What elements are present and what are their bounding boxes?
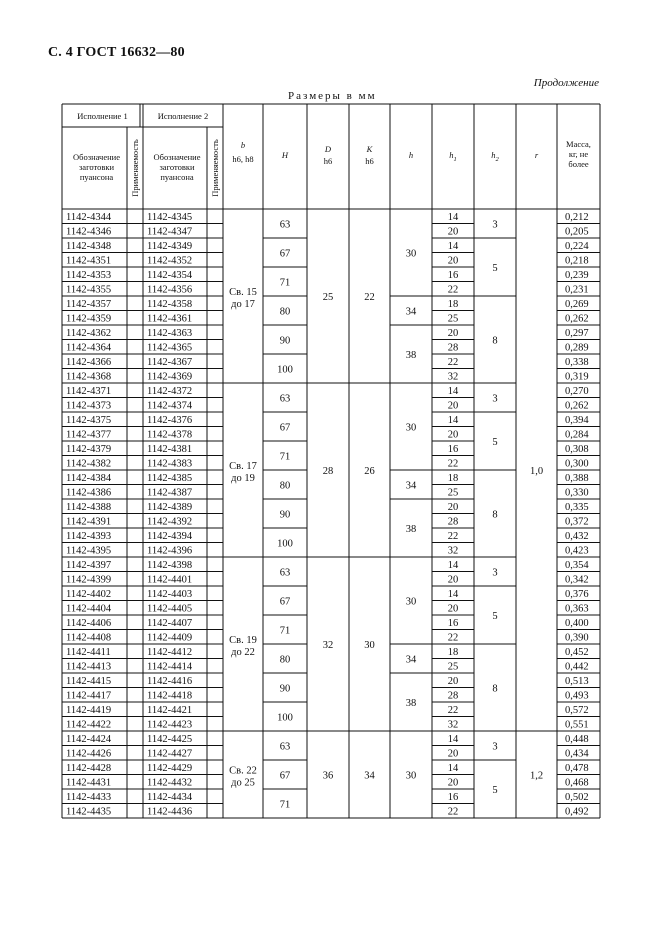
- header-h1: $h_1$: [449, 150, 457, 163]
- table-cell-mass: 0,390: [565, 632, 589, 644]
- table-cell-h: 38: [405, 524, 417, 535]
- table-cell-mass: 0,468: [565, 777, 589, 789]
- table-cell-h1: 20: [447, 255, 459, 267]
- table-cell-designation-1: 1142-4386: [66, 487, 112, 499]
- table-cell-designation-2: 1142-4378: [147, 429, 193, 441]
- table-cell-h1: 20: [447, 603, 459, 615]
- table-cell-h1: 20: [447, 502, 459, 513]
- table-cell-h1: 16: [447, 444, 459, 455]
- table-cell-b: Св. 22: [229, 765, 257, 777]
- table-cell-h1: 20: [447, 328, 459, 339]
- table-cell-h1: 14: [447, 734, 459, 745]
- table-cell-H: 80: [279, 654, 291, 666]
- table-cell-h1: 18: [447, 473, 459, 484]
- table-cell-D: 25: [322, 292, 334, 303]
- header-execution-2: Исполнение 2: [157, 111, 209, 121]
- table-cell-designation-1: 1142-4411: [66, 647, 111, 658]
- table-cell-K: 34: [364, 770, 375, 782]
- table-cell-h1: 22: [447, 284, 459, 296]
- table-cell-H: 67: [279, 770, 291, 782]
- table-cell-b: Св. 15: [229, 287, 257, 298]
- table-cell-h: 34: [405, 480, 417, 492]
- table-cell-mass: 0,551: [565, 719, 589, 731]
- table-cell-h1: 25: [447, 661, 459, 673]
- table-cell-designation-1: 1142-4399: [66, 574, 112, 586]
- table-cell-mass: 0,478: [565, 763, 589, 774]
- header-designation-2: пуансона: [160, 172, 194, 182]
- table-cell-designation-1: 1142-4368: [66, 371, 112, 383]
- table-cell-mass: 0,492: [565, 806, 589, 818]
- table-cell-h1: 25: [447, 313, 459, 325]
- table-cell-h: 38: [405, 698, 417, 709]
- table-cell-h1: 20: [447, 429, 459, 441]
- table-cell-designation-1: 1142-4373: [66, 400, 112, 412]
- table-cell-designation-2: 1142-4405: [147, 603, 193, 615]
- table-cell-H: 90: [279, 683, 291, 695]
- table-cell-h2: 5: [492, 263, 498, 274]
- table-cell-designation-2: 1142-4361: [147, 313, 193, 325]
- table-cell-H: 71: [279, 799, 291, 811]
- table-cell-r: 1,0: [529, 466, 544, 477]
- table-cell-D: 32: [322, 640, 334, 651]
- table-cell-mass: 0,284: [565, 429, 589, 441]
- table-cell-D: 28: [322, 466, 334, 477]
- table-cell-designation-2: 1142-4407: [147, 618, 193, 629]
- header-applicability-2: Применяемость: [210, 139, 220, 197]
- table-cell-h1: 22: [447, 806, 459, 818]
- header-H: H: [281, 150, 289, 160]
- table-cell-designation-2: 1142-4358: [147, 299, 193, 310]
- table-cell-mass: 0,205: [565, 226, 589, 238]
- dimensions-caption: Размеры в мм: [288, 90, 377, 102]
- table-cell-h1: 20: [447, 226, 459, 238]
- table-cell-designation-2: 1142-4403: [147, 589, 193, 600]
- table-cell-mass: 0,363: [565, 603, 589, 615]
- table-cell-mass: 0,262: [565, 313, 589, 325]
- table-cell-designation-1: 1142-4379: [66, 444, 112, 455]
- table-cell-H: 71: [279, 625, 291, 637]
- table-cell-H: 80: [279, 306, 291, 318]
- table-cell-designation-2: 1142-4429: [147, 763, 193, 774]
- table-cell-mass: 0,423: [565, 545, 589, 557]
- table-cell-mass: 0,231: [565, 284, 589, 296]
- header-designation-1: пуансона: [79, 172, 114, 182]
- table-cell-H: 71: [279, 277, 291, 289]
- table-cell-mass: 0,218: [565, 255, 589, 267]
- table-cell-H: 100: [277, 364, 293, 376]
- table-cell-mass: 0,262: [565, 400, 589, 412]
- table-cell-mass: 0,372: [565, 516, 589, 528]
- table-cell-H: 80: [279, 480, 291, 492]
- table-cell-designation-1: 1142-4357: [66, 299, 112, 310]
- table-cell-designation-2: 1142-4387: [147, 487, 193, 499]
- table-cell-H: 90: [279, 509, 291, 521]
- table-cell-designation-1: 1142-4415: [66, 676, 112, 687]
- table-cell-h2: 5: [492, 785, 498, 796]
- table-cell-H: 63: [279, 741, 291, 753]
- header-designation-2: заготовки: [159, 162, 195, 172]
- table-cell-mass: 0,442: [565, 661, 589, 673]
- header-mass: более: [568, 159, 589, 169]
- table-cell-designation-1: 1142-4388: [66, 502, 112, 513]
- table-cell-mass: 0,297: [565, 328, 589, 339]
- table-cell-designation-2: 1142-4412: [147, 647, 193, 658]
- table-cell-designation-2: 1142-4418: [147, 690, 193, 702]
- table-cell-designation-1: 1142-4353: [66, 270, 112, 281]
- table-cell-mass: 0,376: [565, 589, 589, 600]
- table-cell-b: Св. 19: [229, 635, 257, 646]
- table-cell-designation-2: 1142-4356: [147, 284, 193, 296]
- table-cell-designation-1: 1142-4375: [66, 415, 112, 426]
- table-cell-designation-1: 1142-4346: [66, 226, 112, 238]
- table-cell-designation-1: 1142-4384: [66, 473, 112, 484]
- table-cell-designation-1: 1142-4435: [66, 806, 112, 818]
- table-cell-h1: 28: [447, 516, 459, 528]
- table-cell-mass: 0,434: [565, 748, 589, 760]
- table-cell-designation-2: 1142-4427: [147, 748, 193, 760]
- table-cell-designation-1: 1142-4348: [66, 241, 112, 252]
- table-cell-h2: 3: [492, 741, 498, 753]
- header-designation-1: заготовки: [78, 162, 115, 172]
- table-cell-h1: 20: [447, 748, 459, 760]
- table-cell-h1: 22: [447, 632, 459, 644]
- table-cell-mass: 0,289: [565, 342, 589, 354]
- table-cell-h: 30: [405, 422, 417, 434]
- table-cell-h2: 3: [492, 393, 498, 405]
- table-cell-designation-2: 1142-4416: [147, 676, 193, 687]
- table-cell-designation-1: 1142-4408: [66, 632, 112, 644]
- table-cell-designation-2: 1142-4347: [147, 226, 193, 238]
- table-cell-designation-2: 1142-4421: [147, 705, 193, 716]
- table-cell-designation-1: 1142-4397: [66, 560, 112, 571]
- table-cell-designation-1: 1142-4424: [66, 734, 112, 745]
- table-cell-b: Св. 17: [229, 461, 257, 472]
- table-cell-mass: 0,400: [565, 618, 589, 629]
- table-cell-designation-2: 1142-4425: [147, 734, 193, 745]
- table-cell-mass: 0,493: [565, 690, 589, 702]
- table-cell-mass: 0,270: [565, 386, 589, 397]
- table-cell-h2: 3: [492, 567, 498, 579]
- table-cell-designation-2: 1142-4381: [147, 444, 193, 455]
- table-cell-designation-1: 1142-4393: [66, 531, 112, 542]
- table-cell-mass: 0,308: [565, 444, 589, 455]
- table-cell-designation-2: 1142-4392: [147, 516, 193, 528]
- table-cell-H: 67: [279, 422, 291, 434]
- header-K: K: [366, 144, 373, 154]
- table-cell-designation-1: 1142-4428: [66, 763, 112, 774]
- table-cell-designation-1: 1142-4366: [66, 357, 112, 368]
- table-cell-H: 63: [279, 567, 291, 579]
- header-b-tolerance: h6, h8: [232, 154, 254, 164]
- header-mass: кг, не: [568, 149, 589, 159]
- table-cell-mass: 0,212: [565, 212, 589, 223]
- table-cell-designation-2: 1142-4436: [147, 806, 193, 818]
- table-cell-designation-1: 1142-4351: [66, 255, 112, 267]
- table-cell-designation-1: 1142-4355: [66, 284, 112, 296]
- table-cell-designation-2: 1142-4401: [147, 574, 193, 586]
- table-cell-designation-1: 1142-4377: [66, 429, 112, 441]
- table-cell-mass: 0,394: [565, 415, 589, 426]
- table-cell-H: 67: [279, 248, 291, 260]
- table-cell-designation-2: 1142-4345: [147, 212, 193, 223]
- table-cell-designation-1: 1142-4417: [66, 690, 112, 702]
- table-cell-mass: 0,319: [565, 371, 589, 383]
- table-cell-h2: 8: [492, 509, 498, 521]
- table-cell-designation-1: 1142-4371: [66, 386, 112, 397]
- header-h: h: [408, 150, 414, 160]
- table-cell-designation-2: 1142-4414: [147, 661, 193, 673]
- table-cell-K: 22: [364, 292, 375, 303]
- table-cell-mass: 0,354: [565, 560, 589, 571]
- table-cell-h: 34: [405, 654, 417, 666]
- table-cell-designation-2: 1142-4383: [147, 458, 193, 470]
- table-cell-H: 90: [279, 335, 291, 347]
- table-cell-r: 1,2: [529, 770, 544, 782]
- table-cell-mass: 0,300: [565, 458, 589, 470]
- table-cell-designation-2: 1142-4385: [147, 473, 193, 484]
- table-cell-designation-1: 1142-4406: [66, 618, 112, 629]
- table-cell-designation-1: 1142-4404: [66, 603, 112, 615]
- table-cell-designation-1: 1142-4364: [66, 342, 112, 354]
- table-cell-K: 26: [364, 466, 375, 477]
- table-cell-H: 63: [279, 219, 291, 231]
- table-cell-mass: 0,502: [565, 792, 589, 803]
- header-designation-2: Обозначение: [153, 152, 201, 162]
- table-cell-H: 100: [277, 712, 293, 724]
- table-cell-designation-2: 1142-4432: [147, 777, 193, 789]
- table-cell-designation-1: 1142-4402: [66, 589, 112, 600]
- table-cell-designation-2: 1142-4376: [147, 415, 193, 426]
- table-cell-h: 34: [405, 306, 417, 318]
- table-cell-designation-2: 1142-4434: [147, 792, 193, 803]
- table-cell-h1: 18: [447, 299, 459, 310]
- table-cell-designation-1: 1142-4391: [66, 516, 112, 528]
- table-cell-h1: 22: [447, 458, 459, 470]
- table-cell-h1: 32: [447, 545, 459, 557]
- table-cell-designation-1: 1142-4413: [66, 661, 112, 673]
- table-cell-designation-2: 1142-4369: [147, 371, 193, 383]
- header-designation-1: Обозначение: [73, 152, 120, 162]
- table-cell-h: 30: [405, 248, 417, 260]
- table-cell-mass: 0,224: [565, 241, 589, 252]
- table-cell-h: 30: [405, 770, 417, 782]
- header-mass: Масса,: [566, 139, 591, 149]
- table-cell-h1: 20: [447, 400, 459, 412]
- table-cell-mass: 0,338: [565, 357, 589, 368]
- table-cell-designation-2: 1142-4354: [147, 270, 193, 281]
- table-cell-designation-1: 1142-4344: [66, 212, 112, 223]
- table-cell-h: 30: [405, 596, 417, 608]
- table-cell-h1: 14: [447, 560, 459, 571]
- table-cell-h1: 25: [447, 487, 459, 499]
- table-cell-designation-1: 1142-4426: [66, 748, 112, 760]
- table-cell-mass: 0,432: [565, 531, 589, 542]
- table-cell-h1: 20: [447, 777, 459, 789]
- table-cell-D: 36: [322, 770, 334, 782]
- table-cell-h2: 8: [492, 683, 498, 695]
- table-cell-designation-1: 1142-4419: [66, 705, 112, 716]
- table-cell-h2: 5: [492, 437, 498, 448]
- table-cell-designation-1: 1142-4395: [66, 545, 112, 557]
- table-cell-h1: 32: [447, 371, 459, 383]
- table-cell-b: до 19: [231, 473, 255, 484]
- table-cell-h1: 14: [447, 589, 459, 600]
- page-title: С. 4 ГОСТ 16632—80: [48, 45, 185, 60]
- table-cell-mass: 0,513: [565, 676, 589, 687]
- table-cell-mass: 0,239: [565, 270, 589, 281]
- table-cell-mass: 0,330: [565, 487, 589, 499]
- table-cell-mass: 0,448: [565, 734, 589, 745]
- table-cell-designation-1: 1142-4433: [66, 792, 112, 803]
- table-cell-designation-2: 1142-4423: [147, 719, 193, 731]
- table-cell-designation-2: 1142-4363: [147, 328, 193, 339]
- table-cell-h1: 16: [447, 618, 459, 629]
- header-D-tolerance: h6: [323, 156, 333, 166]
- table-cell-h1: 22: [447, 357, 459, 368]
- table-cell-h1: 14: [447, 212, 459, 223]
- table-cell-h1: 32: [447, 719, 459, 731]
- table-cell-H: 100: [277, 538, 293, 550]
- header-K-tolerance: h6: [365, 156, 374, 166]
- table-cell-designation-1: 1142-4431: [66, 777, 112, 789]
- header-b: b: [240, 140, 246, 150]
- table-cell-H: 71: [279, 451, 291, 463]
- header-execution-1: Исполнение 1: [77, 111, 128, 121]
- table-cell-mass: 0,572: [565, 705, 589, 716]
- table-cell-h1: 20: [447, 676, 459, 687]
- table-cell-h1: 20: [447, 574, 459, 586]
- header-applicability-1: Применяемость: [130, 139, 140, 197]
- table-cell-h2: 3: [492, 219, 498, 231]
- table-cell-h1: 28: [447, 690, 459, 702]
- table-cell-mass: 0,452: [565, 647, 589, 658]
- table-cell-designation-2: 1142-4389: [147, 502, 193, 513]
- table-cell-H: 67: [279, 596, 291, 608]
- table-cell-H: 63: [279, 393, 291, 405]
- table-cell-h1: 22: [447, 531, 459, 542]
- table-cell-mass: 0,335: [565, 502, 589, 513]
- table-cell-designation-2: 1142-4374: [147, 400, 193, 412]
- table-cell-b: до 17: [231, 299, 255, 310]
- table-cell-mass: 0,388: [565, 473, 589, 484]
- table-cell-h: 38: [405, 350, 417, 361]
- table-cell-designation-2: 1142-4367: [147, 357, 193, 368]
- table-cell-h1: 14: [447, 763, 459, 774]
- table-cell-designation-1: 1142-4422: [66, 719, 112, 731]
- table-cell-K: 30: [364, 640, 375, 651]
- table-cell-designation-2: 1142-4398: [147, 560, 193, 571]
- table-cell-h1: 16: [447, 270, 459, 281]
- table-cell-h1: 14: [447, 415, 459, 426]
- table-cell-h1: 16: [447, 792, 459, 803]
- table-cell-h1: 14: [447, 241, 459, 252]
- header-D: D: [324, 144, 332, 154]
- table-cell-b: до 22: [231, 647, 255, 658]
- table-cell-designation-2: 1142-4372: [147, 386, 193, 397]
- table-cell-designation-2: 1142-4352: [147, 255, 193, 267]
- table-cell-h1: 22: [447, 705, 459, 716]
- table-cell-designation-1: 1142-4362: [66, 328, 112, 339]
- table-cell-h2: 5: [492, 611, 498, 622]
- table-cell-designation-2: 1142-4349: [147, 241, 193, 252]
- table-cell-designation-2: 1142-4365: [147, 342, 193, 354]
- table-cell-mass: 0,342: [565, 574, 589, 586]
- table-cell-mass: 0,269: [565, 299, 589, 310]
- table-cell-designation-2: 1142-4396: [147, 545, 193, 557]
- table-cell-h2: 8: [492, 335, 498, 347]
- table-cell-h1: 18: [447, 647, 459, 658]
- table-cell-h1: 28: [447, 342, 459, 354]
- table-cell-b: до 25: [231, 777, 255, 789]
- table-cell-designation-1: 1142-4359: [66, 313, 112, 325]
- continuation-note: Продолжение: [533, 77, 599, 89]
- header-h2: $h_2$: [491, 150, 499, 163]
- table-cell-designation-1: 1142-4382: [66, 458, 112, 470]
- table-cell-h1: 14: [447, 386, 459, 397]
- header-r: r: [534, 150, 539, 160]
- table-cell-designation-2: 1142-4409: [147, 632, 193, 644]
- table-cell-designation-2: 1142-4394: [147, 531, 193, 542]
